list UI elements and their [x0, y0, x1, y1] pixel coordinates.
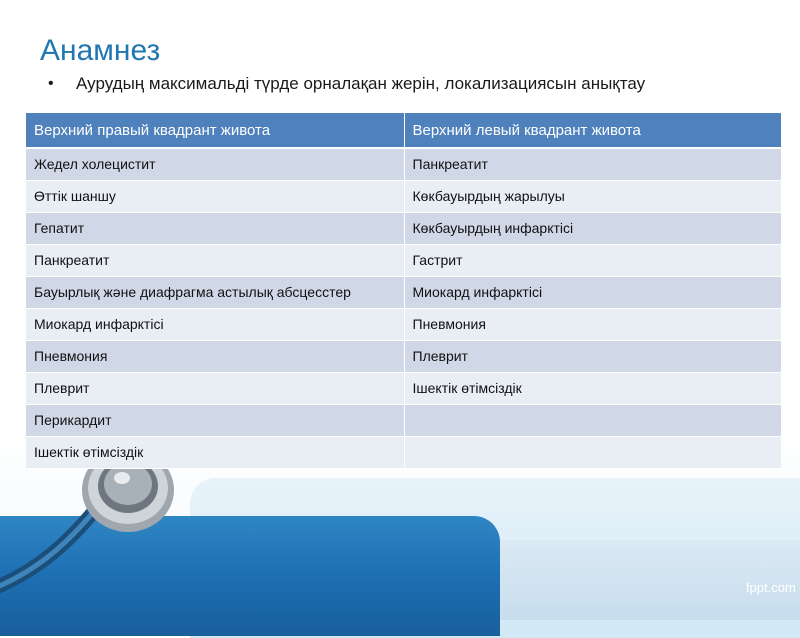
table-cell: Көкбауырдың инфарктісі — [404, 213, 781, 245]
bullet-item — [48, 74, 645, 94]
table-row — [26, 341, 781, 373]
table-cell: Пневмония — [26, 341, 404, 373]
table-row — [26, 277, 781, 309]
table-cell: Гепатит — [26, 213, 404, 245]
table-cell: Бауырлық және диафрагма астылық абсцесстер — [26, 277, 404, 309]
table-cell: Перикардит — [26, 405, 404, 437]
table-header-row — [26, 113, 781, 148]
table-cell: Жедел холецистит — [26, 148, 404, 181]
table-cell: Өттік шаншу — [26, 181, 404, 213]
table-cell: Плеврит — [404, 341, 781, 373]
bullet-dot-icon: • — [48, 75, 54, 92]
column-header-right-upper: Верхний правый квадрант живота — [26, 113, 404, 148]
table-row — [26, 245, 781, 277]
table-cell: Көкбауырдың жарылуы — [404, 181, 781, 213]
table-cell: Панкреатит — [404, 148, 781, 181]
column-header-left-upper: Верхний левый квадрант живота — [404, 113, 781, 148]
table-row — [26, 148, 781, 181]
table-row — [26, 181, 781, 213]
table-cell — [404, 405, 781, 437]
table-cell: Миокард инфарктісі — [404, 277, 781, 309]
table-row — [26, 373, 781, 405]
table-cell: Гастрит — [404, 245, 781, 277]
table-row — [26, 437, 781, 469]
table-cell: Ішектік өтімсіздік — [26, 437, 404, 469]
table-row — [26, 213, 781, 245]
table-cell: Пневмония — [404, 309, 781, 341]
table-cell: Плеврит — [26, 373, 404, 405]
table-cell — [404, 437, 781, 469]
table-row — [26, 405, 781, 437]
slide-title: Анамнез — [40, 34, 161, 67]
quadrant-table — [26, 113, 781, 469]
table-cell: Миокард инфарктісі — [26, 309, 404, 341]
table-row — [26, 309, 781, 341]
bullet-text: Аурудың максимальді түрде орналақан жерін, локализациясын анықтау — [76, 74, 646, 93]
table-cell: Ішектік өтімсіздік — [404, 373, 781, 405]
table-cell: Панкреатит — [26, 245, 404, 277]
footer-logo-text: fppt.com — [746, 580, 796, 595]
